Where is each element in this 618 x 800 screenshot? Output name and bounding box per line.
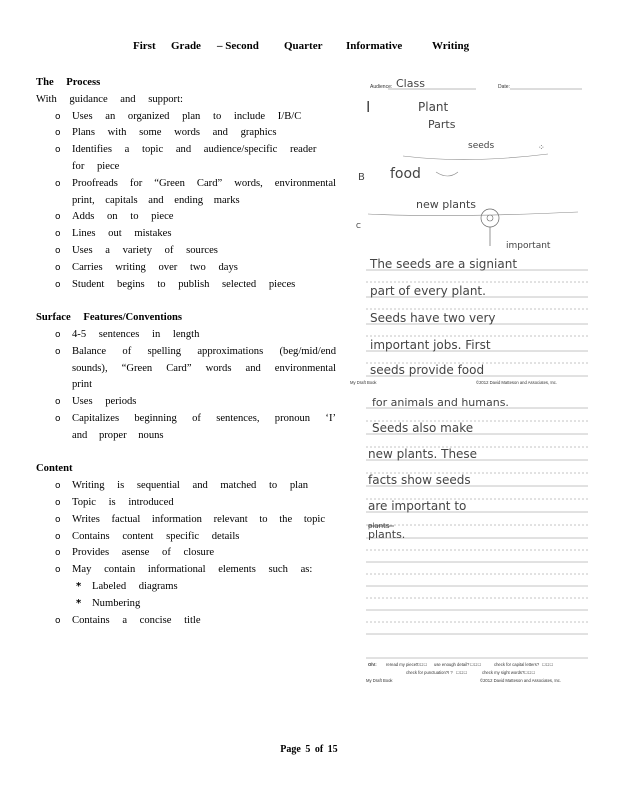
page-number: Page 5 of 15 — [280, 744, 338, 755]
bullet-circle-icon: o — [55, 548, 61, 559]
draft-line: important jobs. First — [370, 338, 491, 352]
audience-label: Audience: — [370, 84, 393, 90]
rubric-column — [36, 75, 336, 629]
flower-drawing — [481, 209, 499, 227]
date-label: Date: — [498, 84, 510, 90]
student-writing-sample — [348, 68, 588, 688]
book-label: My Draft Book — [366, 678, 393, 683]
draft-line: new plants. These — [368, 447, 478, 461]
draft-line: facts show seeds — [368, 473, 471, 487]
asterisk-bullet-icon: * — [76, 580, 82, 592]
list-item: o May contain informational elements such as: — [36, 562, 336, 579]
draft-line: are important to — [368, 499, 467, 513]
process-heading: The Process — [36, 77, 101, 88]
content-heading: Content — [36, 463, 73, 475]
checklist-item: check for punctuation? — [406, 670, 449, 675]
draft-line: plants. — [368, 528, 406, 541]
bullet-circle-icon: o — [55, 397, 61, 408]
draft-line: The seeds are a signiant — [370, 257, 518, 271]
bullet-circle-icon: o — [55, 497, 61, 508]
draft-lines — [366, 408, 588, 634]
copyright: ©2012 David Matteson and Associates, Inc. — [476, 380, 558, 385]
checklist-item: check my sight words? — [482, 670, 525, 675]
list-item: o Provides asense of closure — [36, 545, 336, 562]
plan-c-letter: C — [356, 222, 361, 230]
draft-line: for animals and humans. — [372, 396, 509, 409]
list-item: o Proofreads for “Green Card” words, environmental print, capitals and ending marks — [55, 177, 336, 206]
bullet-circle-icon: o — [55, 615, 61, 626]
list-item: o Adds on to piece — [36, 209, 336, 226]
draft-line: Seeds also make — [372, 421, 474, 435]
list-item: o Uses periods — [36, 394, 336, 411]
bullet-circle-icon: o — [55, 329, 61, 340]
bullet-circle-icon: o — [55, 111, 61, 122]
bullet-circle-icon: o — [55, 481, 61, 492]
checklist-item: use enough detail? — [434, 662, 470, 667]
plan-b-text-2: new plants — [416, 198, 477, 211]
title-word: Quarter — [284, 40, 323, 52]
insert-word: important — [506, 241, 551, 251]
bullet-circle-icon: o — [55, 245, 61, 256]
list-item: o Identifies a topic and audience/specific reader for piece — [55, 144, 317, 172]
draft-line: part of every plant. — [370, 284, 486, 298]
checkbox-icon: ☐☐☐ — [456, 670, 468, 675]
plan-i-text: Parts — [428, 118, 456, 131]
seeds-doodle: ⁘ — [538, 143, 545, 152]
bullet-circle-icon: o — [55, 279, 61, 290]
plan-i-text: Plant — [418, 100, 449, 114]
bullet-circle-icon: o — [55, 346, 61, 357]
title-word: First — [133, 40, 156, 52]
bullet-circle-icon: o — [55, 514, 61, 525]
list-item: o Contains content specific details — [36, 529, 336, 546]
crossed-word: plants — [368, 522, 390, 530]
list-item: o 4-5 sentences in length — [36, 327, 336, 344]
checkbox-icon: ☐☐☐ — [416, 662, 428, 667]
list-item: o Writes factual information relevant to the topic — [36, 512, 336, 529]
list-item: o Uses an organized plan to include I/B/C — [36, 109, 336, 126]
list-item: o Balance of spelling approximations (beg/mid/end sounds), “Green Card” words and environmental print — [55, 345, 336, 391]
process-intro: With guidance and support: — [36, 93, 183, 105]
plan-i-letter: I — [366, 98, 371, 116]
sub-list-item: * Numbering — [36, 596, 336, 613]
bullet-circle-icon: o — [55, 145, 61, 156]
bullet-circle-icon: o — [55, 212, 61, 223]
title-word: Grade — [171, 40, 201, 52]
bullet-circle-icon: o — [55, 178, 61, 189]
bullet-circle-icon: o — [55, 565, 61, 576]
bullet-circle-icon: o — [55, 262, 61, 273]
list-item: o Topic is introduced — [36, 495, 336, 512]
draft-line: Seeds have two very — [370, 311, 496, 325]
draft-line: seeds provide food — [370, 363, 485, 377]
list-item: o Lines out mistakes — [36, 226, 336, 243]
asterisk-bullet-icon: * — [76, 597, 82, 609]
list-item: o Contains a concise title — [36, 613, 336, 630]
bullet-circle-icon: o — [55, 229, 61, 240]
list-item: o Uses a variety of sources — [36, 243, 336, 260]
surface-heading: Surface Features/Conventions — [36, 312, 183, 324]
bullet-circle-icon: o — [55, 531, 61, 542]
list-item: o Writing is sequential and matched to plan — [36, 478, 336, 495]
sub-list-item: * Labeled diagrams — [36, 579, 336, 596]
bullet-circle-icon: o — [55, 128, 61, 139]
title-word: Informative — [346, 40, 403, 52]
checklist-item: check for capital letters? — [494, 662, 540, 667]
copyright: ©2012 David Matteson and Associates, Inc. — [480, 678, 562, 683]
checkbox-icon: ☐☐☐ — [470, 662, 482, 667]
plan-b-letter: B — [358, 172, 365, 183]
checkbox-icon: ☐☐☐ — [524, 670, 536, 675]
list-item: o Plans with some words and graphics — [36, 125, 336, 142]
list-item: o Carries writing over two days — [36, 260, 336, 277]
audience-value: Class — [396, 77, 425, 90]
book-label: My Draft Book — [350, 380, 377, 385]
checklist-item: I ? — [448, 670, 453, 675]
bullet-circle-icon: o — [55, 413, 61, 424]
title-word: Writing — [432, 40, 470, 52]
checkbox-icon: ☐☐☐ — [542, 662, 554, 667]
list-item: o Capitalizes beginning of sentences, pronoun ‘I’ and proper nouns — [55, 412, 336, 441]
plan-i-side: seeds — [468, 141, 495, 151]
list-item: o Student begins to publish selected pieces — [36, 277, 336, 294]
checklist-oh: Oh!: — [368, 662, 377, 667]
checklist-item: reread my piece? — [386, 662, 419, 667]
title-word: – Second — [217, 40, 259, 52]
plan-b-text: food — [390, 166, 421, 182]
